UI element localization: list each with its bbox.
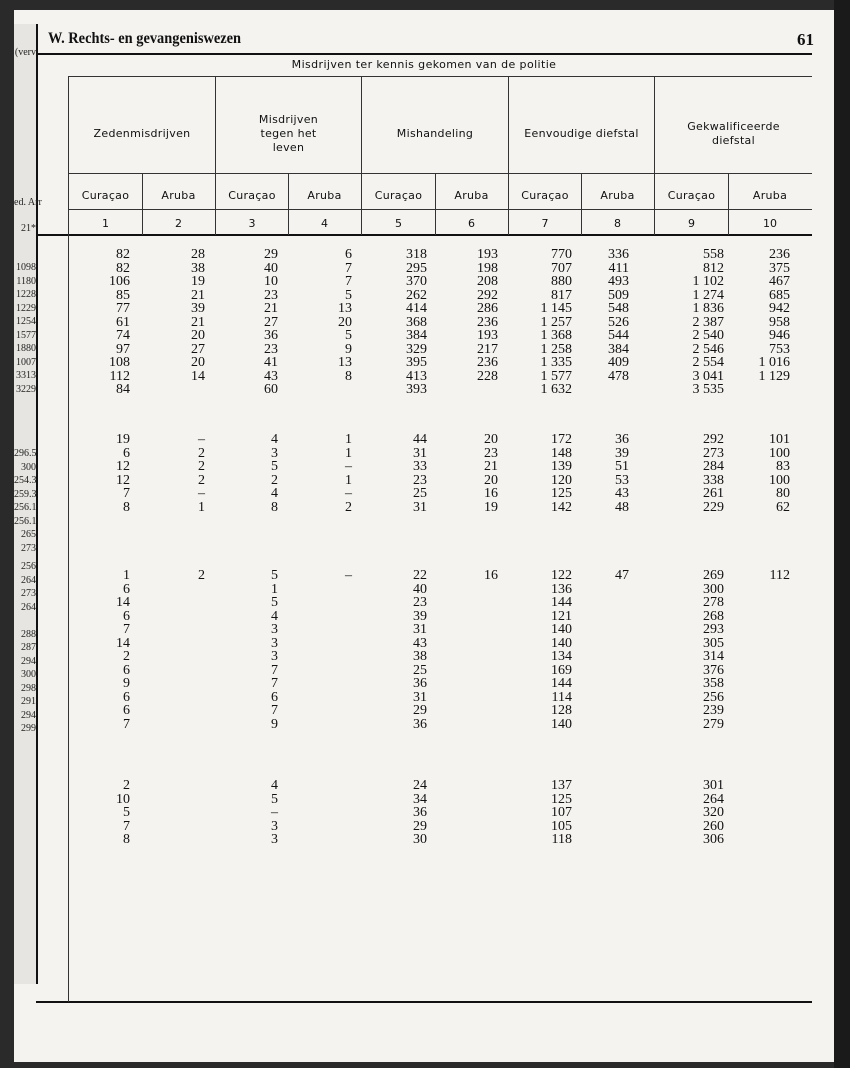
column-number: 5 — [395, 216, 402, 230]
place-header: Aruba — [307, 188, 342, 202]
edge-header-cell: ed. Arr — [14, 197, 42, 208]
data-column-block: 269 300 278 268 293 305 314 376 358 256 239 279 — [703, 568, 724, 732]
data-column-block: 82 82 106 85 77 61 74 97 108 112 84 — [109, 247, 130, 397]
place-header: Aruba — [600, 188, 635, 202]
document-page — [14, 10, 834, 1062]
data-column-block: 2 10 5 7 8 — [116, 778, 130, 847]
place-header: Aruba — [161, 188, 196, 202]
title-rule — [68, 76, 812, 77]
data-column-block: 318 295 370 262 414 368 384 329 395 413 393 — [406, 247, 427, 397]
top-rule — [36, 53, 812, 55]
data-column-block: 122 136 144 121 140 140 134 169 144 114 128 140 — [551, 568, 572, 732]
data-column-block: 292 273 284 338 261 229 — [703, 432, 724, 515]
data-column-block: 4 3 5 2 4 8 — [271, 432, 278, 515]
data-column-block: 193 198 208 292 286 236 193 217 236 228 — [477, 247, 498, 384]
data-column-block: 301 264 320 260 306 — [703, 778, 724, 847]
data-column-block: 36 39 51 53 43 48 — [615, 432, 629, 515]
category-header: Misdrijven tegen het leven — [258, 113, 319, 154]
data-column-block: 29 40 10 23 21 27 36 23 41 43 60 — [264, 247, 278, 397]
place-header: Curaçao — [228, 188, 276, 202]
data-column-block: 1 6 14 6 7 14 2 6 9 6 6 7 — [116, 568, 130, 732]
data-column-block: 770 707 880 817 1 145 1 257 1 368 1 258 1 335 1 577 1 632 — [540, 247, 572, 397]
table-bottom-rule — [36, 1001, 812, 1003]
data-column-block: 101 100 83 100 80 62 — [769, 432, 790, 515]
column-number: 2 — [175, 216, 182, 230]
data-column-block: 172 148 139 120 125 142 — [551, 432, 572, 515]
data-column-block: 22 40 23 39 31 43 38 25 36 31 29 36 — [413, 568, 427, 732]
column-number: 3 — [248, 216, 256, 230]
section-title: W. Rechts- en gevangeniswezen — [48, 30, 242, 47]
edge-header-cell: 21* — [21, 223, 36, 234]
data-column-block: 236 375 467 685 942 958 946 753 1 016 1 129 — [758, 247, 790, 384]
data-column-block: 44 31 33 23 25 31 — [413, 432, 427, 515]
page-number: 61 — [797, 30, 814, 49]
column-number: 8 — [614, 216, 621, 230]
column-number: 1 — [102, 216, 109, 230]
place-header: Curaçao — [521, 188, 569, 202]
column-number: 4 — [321, 216, 328, 230]
place-rule — [68, 209, 812, 210]
place-header: Aruba — [752, 188, 788, 202]
data-column-block: – 2 2 2 – 1 — [198, 432, 205, 515]
data-column-block: 28 38 19 21 39 21 20 27 20 14 — [191, 247, 205, 384]
edge-numbers: 296.5 300 254.3 259.3 256.1 256.1 265 273 — [14, 448, 37, 554]
data-column-block: 19 6 12 12 7 8 — [116, 432, 130, 515]
place-header: Curaçao — [81, 188, 130, 202]
data-column-block: 2 — [198, 568, 205, 583]
page-shadow — [834, 0, 850, 1068]
column-number: 9 — [688, 216, 695, 230]
data-column-block: 336 411 493 509 548 526 544 384 409 478 — [608, 247, 629, 384]
edge-text-top: (verv — [14, 47, 36, 58]
column-number: 6 — [468, 216, 475, 230]
column-number: 10 — [763, 216, 777, 230]
category-rule — [68, 173, 812, 174]
edge-numbers: 1098 1180 1228 1229 1254 1577 1880 1007 3313 3229 — [16, 262, 36, 395]
edge-numbers: 256 264 273 264 288 287 294 300 298 291 294 299 — [21, 561, 36, 734]
header-bottom-rule — [36, 234, 812, 236]
table-title: Misdrijven ter kennis gekomen van de politie — [291, 58, 557, 71]
data-column-block: 47 — [615, 568, 629, 583]
column-number: 7 — [541, 216, 549, 230]
place-header: Aruba — [454, 188, 489, 202]
place-header: Curaçao — [667, 188, 716, 202]
category-header: Mishandeling — [396, 127, 474, 140]
category-header: Zedenmisdrijven — [93, 127, 191, 140]
data-column-block: 1 1 – 1 – 2 — [345, 432, 352, 515]
data-column-block: 24 34 36 29 30 — [413, 778, 427, 847]
data-column-block: 558 812 1 102 1 274 1 836 2 387 2 540 2 546 2 554 3 041 3 535 — [692, 247, 724, 397]
data-column-block: 112 — [769, 568, 790, 583]
data-column-block: 20 23 21 20 16 19 — [484, 432, 498, 515]
data-column-block: – — [345, 568, 352, 583]
category-header: Gekwalificeerde diefstal — [687, 120, 780, 147]
data-column-block: 6 7 7 5 13 20 5 9 13 8 — [338, 247, 352, 384]
data-column-block: 137 125 107 105 118 — [551, 778, 572, 847]
data-column-block: 4 5 – 3 3 — [271, 778, 278, 847]
data-column-block: 16 — [484, 568, 498, 583]
category-header: Eenvoudige diefstal — [524, 127, 639, 140]
data-column-block: 5 1 5 4 3 3 3 7 7 6 7 9 — [271, 568, 278, 732]
place-header: Curaçao — [374, 188, 423, 202]
